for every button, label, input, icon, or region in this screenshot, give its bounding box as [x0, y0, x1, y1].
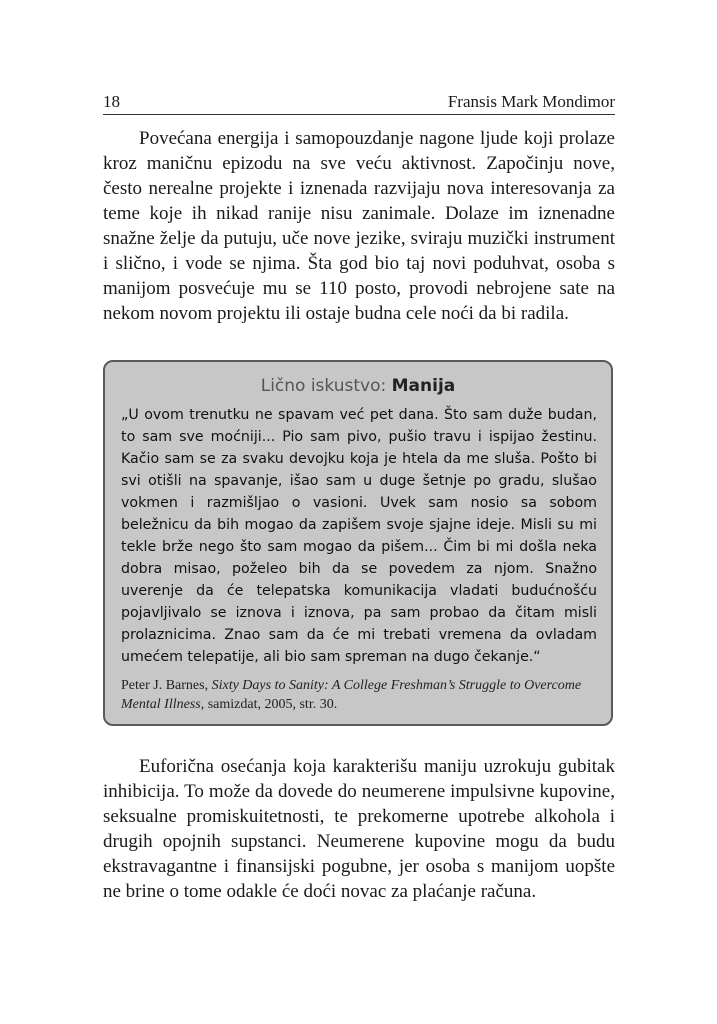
personal-experience-box — [103, 360, 613, 726]
box-title — [105, 376, 611, 396]
source-author: Peter J. Barnes, — [121, 678, 212, 693]
page-number: 18 — [103, 92, 120, 111]
box-source-citation — [121, 676, 597, 714]
source-title: Sixty Days to Sanity: A College Freshman’s Struggle to Overcome Mental Illness — [121, 678, 582, 712]
box-quote: „U ovom trenutku ne spavam već pet dana. Što sam duže budan, to sam sve moćniji... Pio sam pivo, pušio travu i ispijao žestinu. Kačio sam se za svaku devojku koja je htela da me sluša. Pošto bi svi otišli na spavanje, išao sam u duge šetnje po gradu, slušao vokmen i razmišljao o vasioni. Uvek sam nosio sa sobom beležnicu da bih mogao da zapišem svoje sjajne ideje. Misli su mi tekle brže nego što sam mogao da pišem... Čim bi mi došla neka dobra misao, poželeo bih da se povedem za njom. Snažno uverenje da će telepatska komunikacija vladati budućnošću pojavljivalo se iznova i iznova, pa sam probao da čitam misli prolaznicima. Znao sam da će mi trebati vremena da ovladam umećem telepatije, ali bio sam spreman na dugo čekanje.“ — [121, 407, 597, 665]
box-title-prefix: Lično iskustvo: — [260, 376, 392, 396]
running-head-author: Fransis Mark Mondimor — [447, 92, 615, 111]
body-paragraph-2: Euforična osećanja koja karakterišu maniju uzrokuju gubitak inhibicija. To može da dovede do neumerene impulsivne kupovine, seksualne promiskuitetnosti, te prekomerne upotrebe alkohola i drugih opojnih supstanci. Neumerene kupovine mogu da budu ekstravagantne i finansijski pogubne, jer osoba s manijom uopšte ne brine o tome odakle će doći novac za plaćanje računa. — [103, 756, 615, 902]
body-paragraph-1: Povećana energija i samopouzdanje nagone ljude koji prolaze kroz maničnu epizodu na sve veću aktivnost. Započinju nove, često nerealne projekte i iznenada razvijaju nova interesovanja za teme koje ih nikad ranije nisu zanimale. Dolaze im iznenadne snažne želje da putuju, uče nove jezike, sviraju muzički instrument i slično, i vode se njima. Šta god bio taj novi poduhvat, osoba s manijom posvećuje mu se 110 posto, provodi nebrojene sate na nekom novom projektu ili ostaje budna cele noći da bi radila. — [103, 128, 615, 324]
page-header — [103, 92, 615, 115]
box-title-topic: Manija — [391, 376, 456, 396]
source-details: , samizdat, 2005, str. 30. — [200, 697, 338, 712]
